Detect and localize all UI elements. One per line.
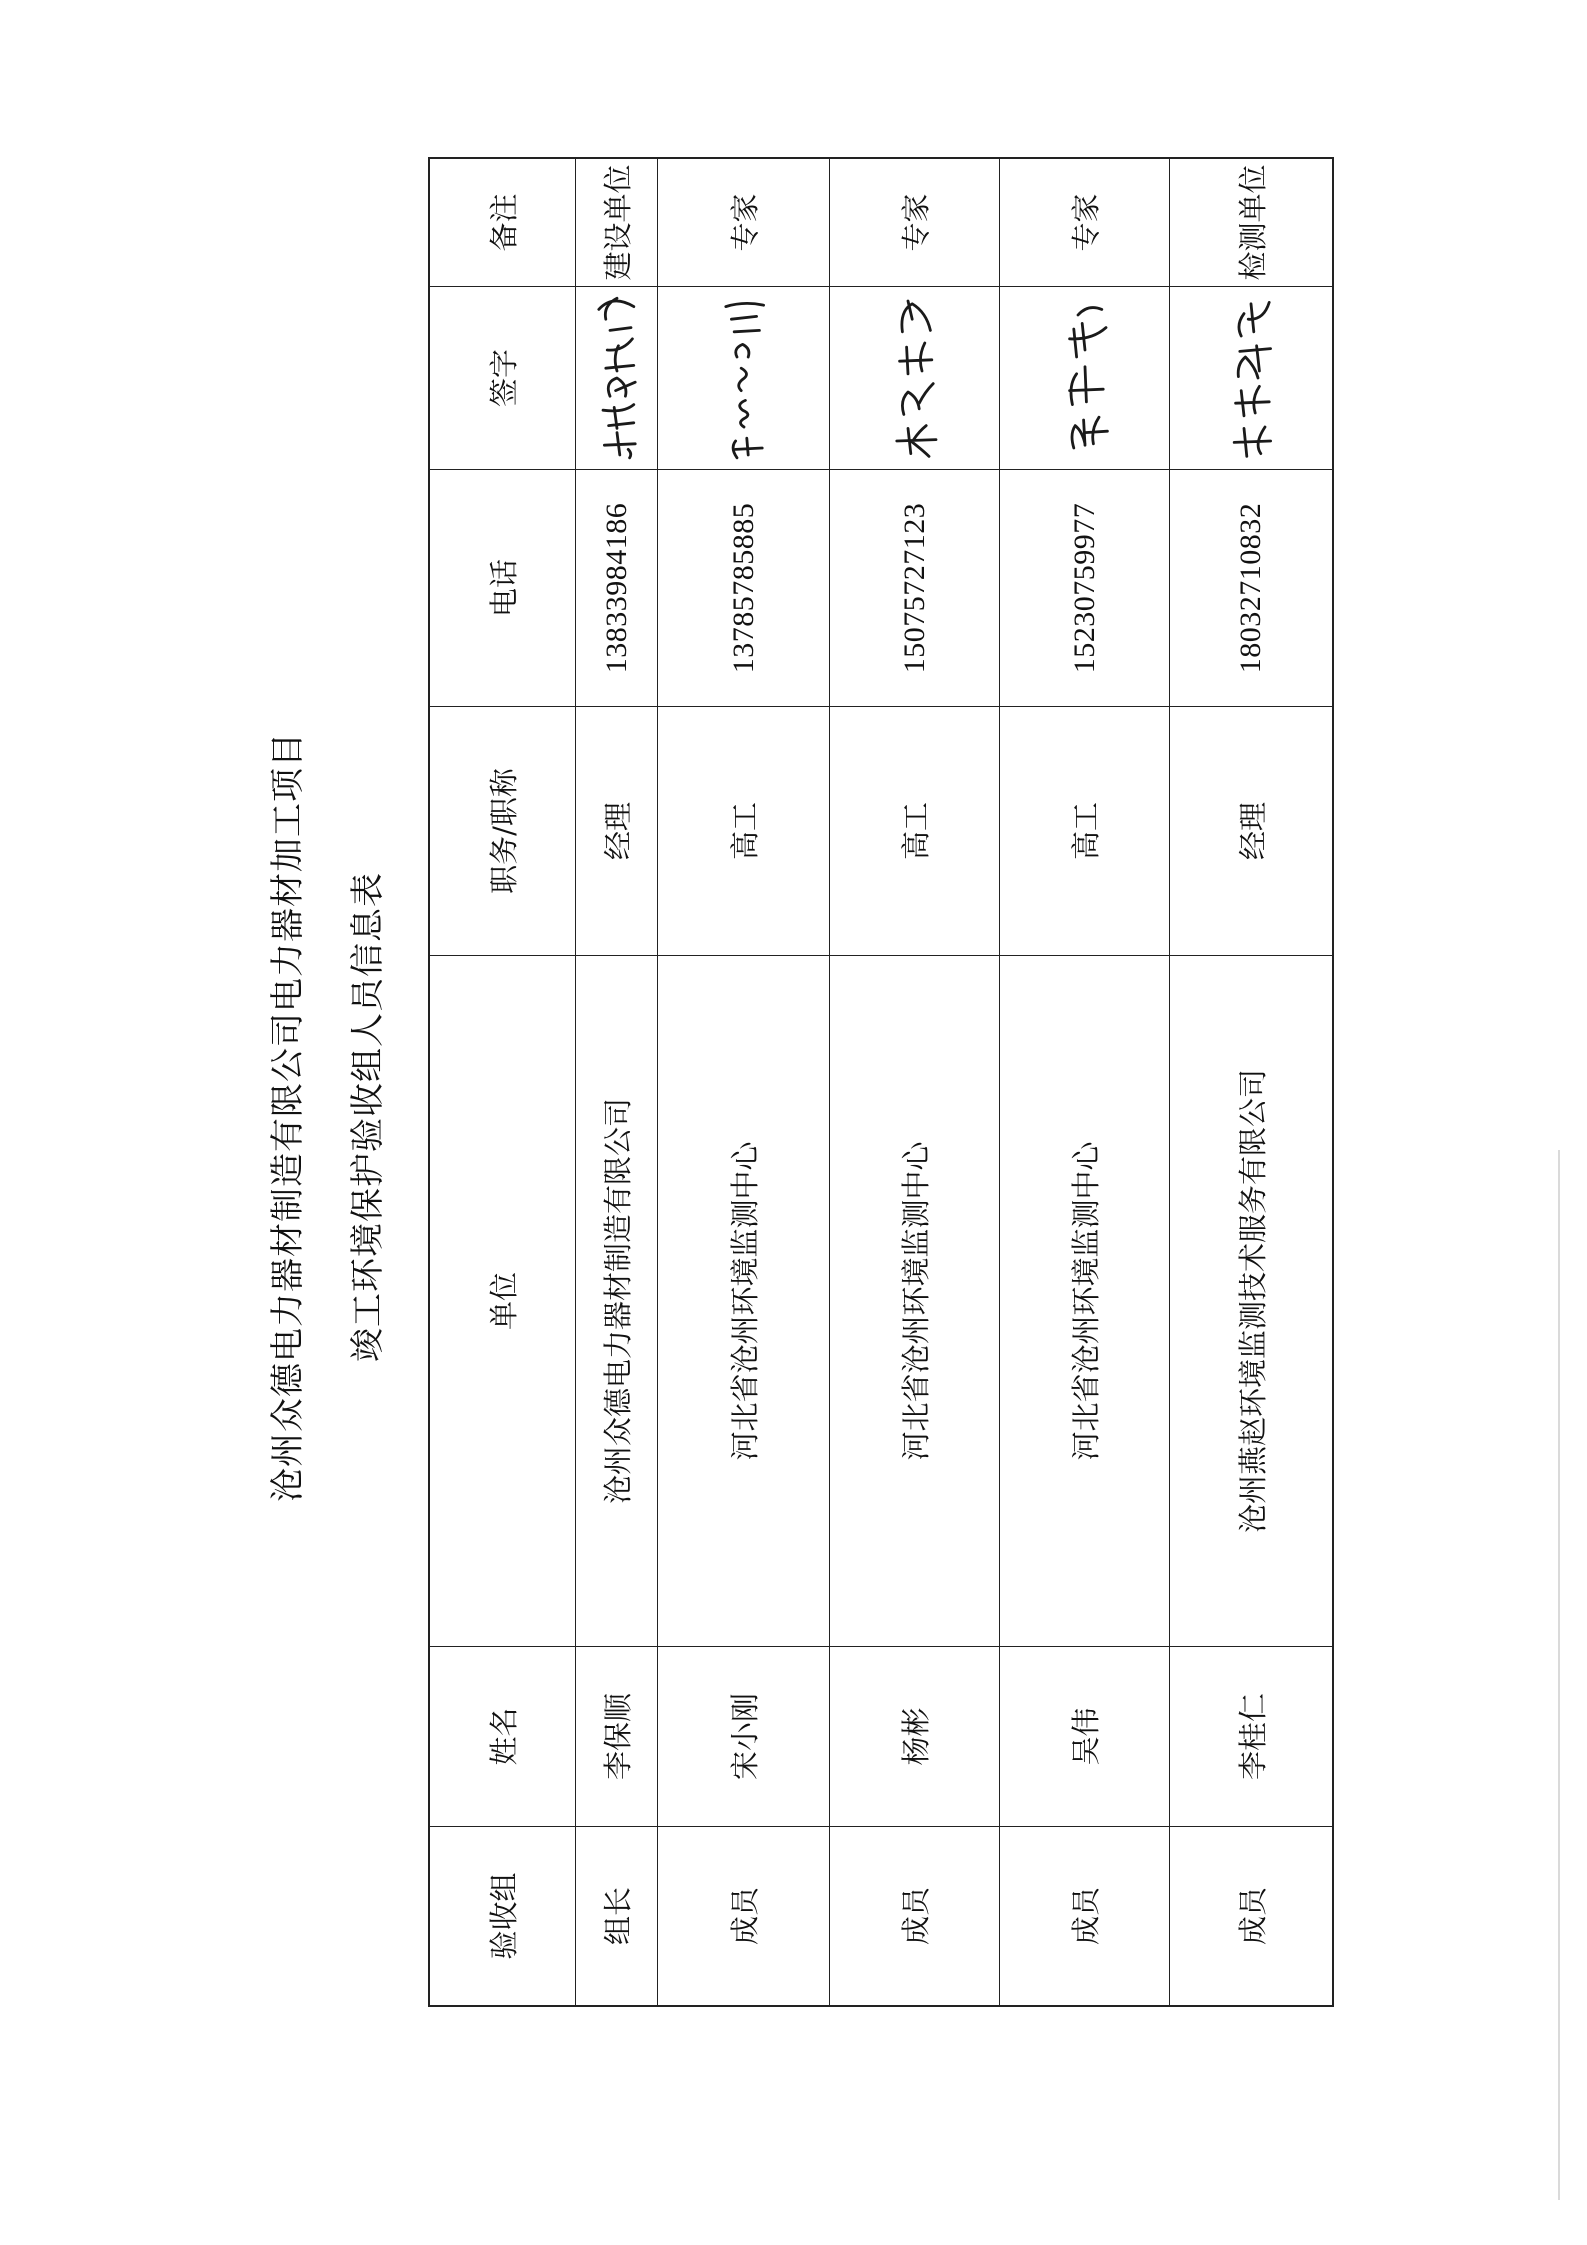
rotated-content — [240, 164, 1350, 2067]
cell-name: 吴伟 — [1000, 1646, 1169, 1826]
cell-phone: 15230759977 — [1000, 469, 1169, 706]
cell-remark: 专家 — [728, 193, 762, 252]
cell-name: 李桂仁 — [1170, 1646, 1332, 1826]
cell-position: 高工 — [1000, 706, 1169, 955]
cell-group: 成员 — [1000, 1826, 1169, 2005]
header-unit: 单位 — [430, 955, 575, 1646]
cell-unit: 沧州燕赵环境监测技术服务有限公司 — [1170, 955, 1332, 1646]
cell-signature — [576, 286, 657, 469]
cell-signature — [658, 286, 829, 469]
handwritten-signature-4 — [1045, 287, 1125, 469]
cell-group: 成员 — [658, 1826, 829, 2005]
cell-remark: 建设单位 — [601, 164, 635, 281]
cell-name: 宋小刚 — [658, 1646, 829, 1826]
cell-phone: 18032710832 — [1170, 469, 1332, 706]
cell-name: 杨彬 — [830, 1646, 999, 1826]
personnel-table — [428, 157, 1334, 2007]
cell-group: 组长 — [576, 1826, 657, 2005]
scan-edge-line — [1558, 1150, 1560, 2200]
cell-remark: 专家 — [1069, 193, 1103, 252]
table-row — [658, 159, 830, 2005]
header-position: 职务/职称 — [430, 706, 575, 955]
table-row — [1170, 159, 1332, 2005]
cell-position: 经理 — [576, 706, 657, 955]
cell-remark: 专家 — [899, 193, 933, 252]
cell-unit: 河北省沧州环境监测中心 — [830, 955, 999, 1646]
table-row — [830, 159, 1000, 2005]
handwritten-signature-2 — [704, 287, 784, 469]
cell-position: 经理 — [1170, 706, 1332, 955]
cell-signature — [830, 286, 999, 469]
header-remark: 备注 — [487, 193, 521, 252]
cell-phone: 13785785885 — [658, 469, 829, 706]
cell-position: 高工 — [830, 706, 999, 955]
cell-group: 成员 — [1170, 1826, 1332, 2005]
header-signature: 签字 — [430, 286, 575, 469]
cell-unit: 河北省沧州环境监测中心 — [1000, 955, 1169, 1646]
cell-signature — [1000, 286, 1169, 469]
header-name: 姓名 — [430, 1646, 575, 1826]
cell-unit: 河北省沧州环境监测中心 — [658, 955, 829, 1646]
document-title: 沧州众德电力器材制造有限公司电力器材加工项目 — [268, 732, 308, 1502]
cell-name: 李保顺 — [576, 1646, 657, 1826]
handwritten-signature-1 — [577, 287, 657, 469]
table-row — [1000, 159, 1170, 2005]
table-header-row — [430, 159, 576, 2005]
handwritten-signature-3 — [875, 287, 955, 469]
cell-position: 高工 — [658, 706, 829, 955]
header-phone: 电话 — [430, 469, 575, 706]
cell-group: 成员 — [830, 1826, 999, 2005]
header-group: 验收组 — [430, 1826, 575, 2005]
cell-phone: 13833984186 — [576, 469, 657, 706]
cell-phone: 15075727123 — [830, 469, 999, 706]
handwritten-signature-5 — [1211, 287, 1291, 469]
cell-signature — [1170, 286, 1332, 469]
cell-unit: 沧州众德电力器材制造有限公司 — [576, 955, 657, 1646]
cell-remark: 检测单位 — [1235, 164, 1270, 281]
table-row — [576, 159, 658, 2005]
document-subtitle: 竣工环境保护验收组人员信息表 — [348, 872, 388, 1362]
